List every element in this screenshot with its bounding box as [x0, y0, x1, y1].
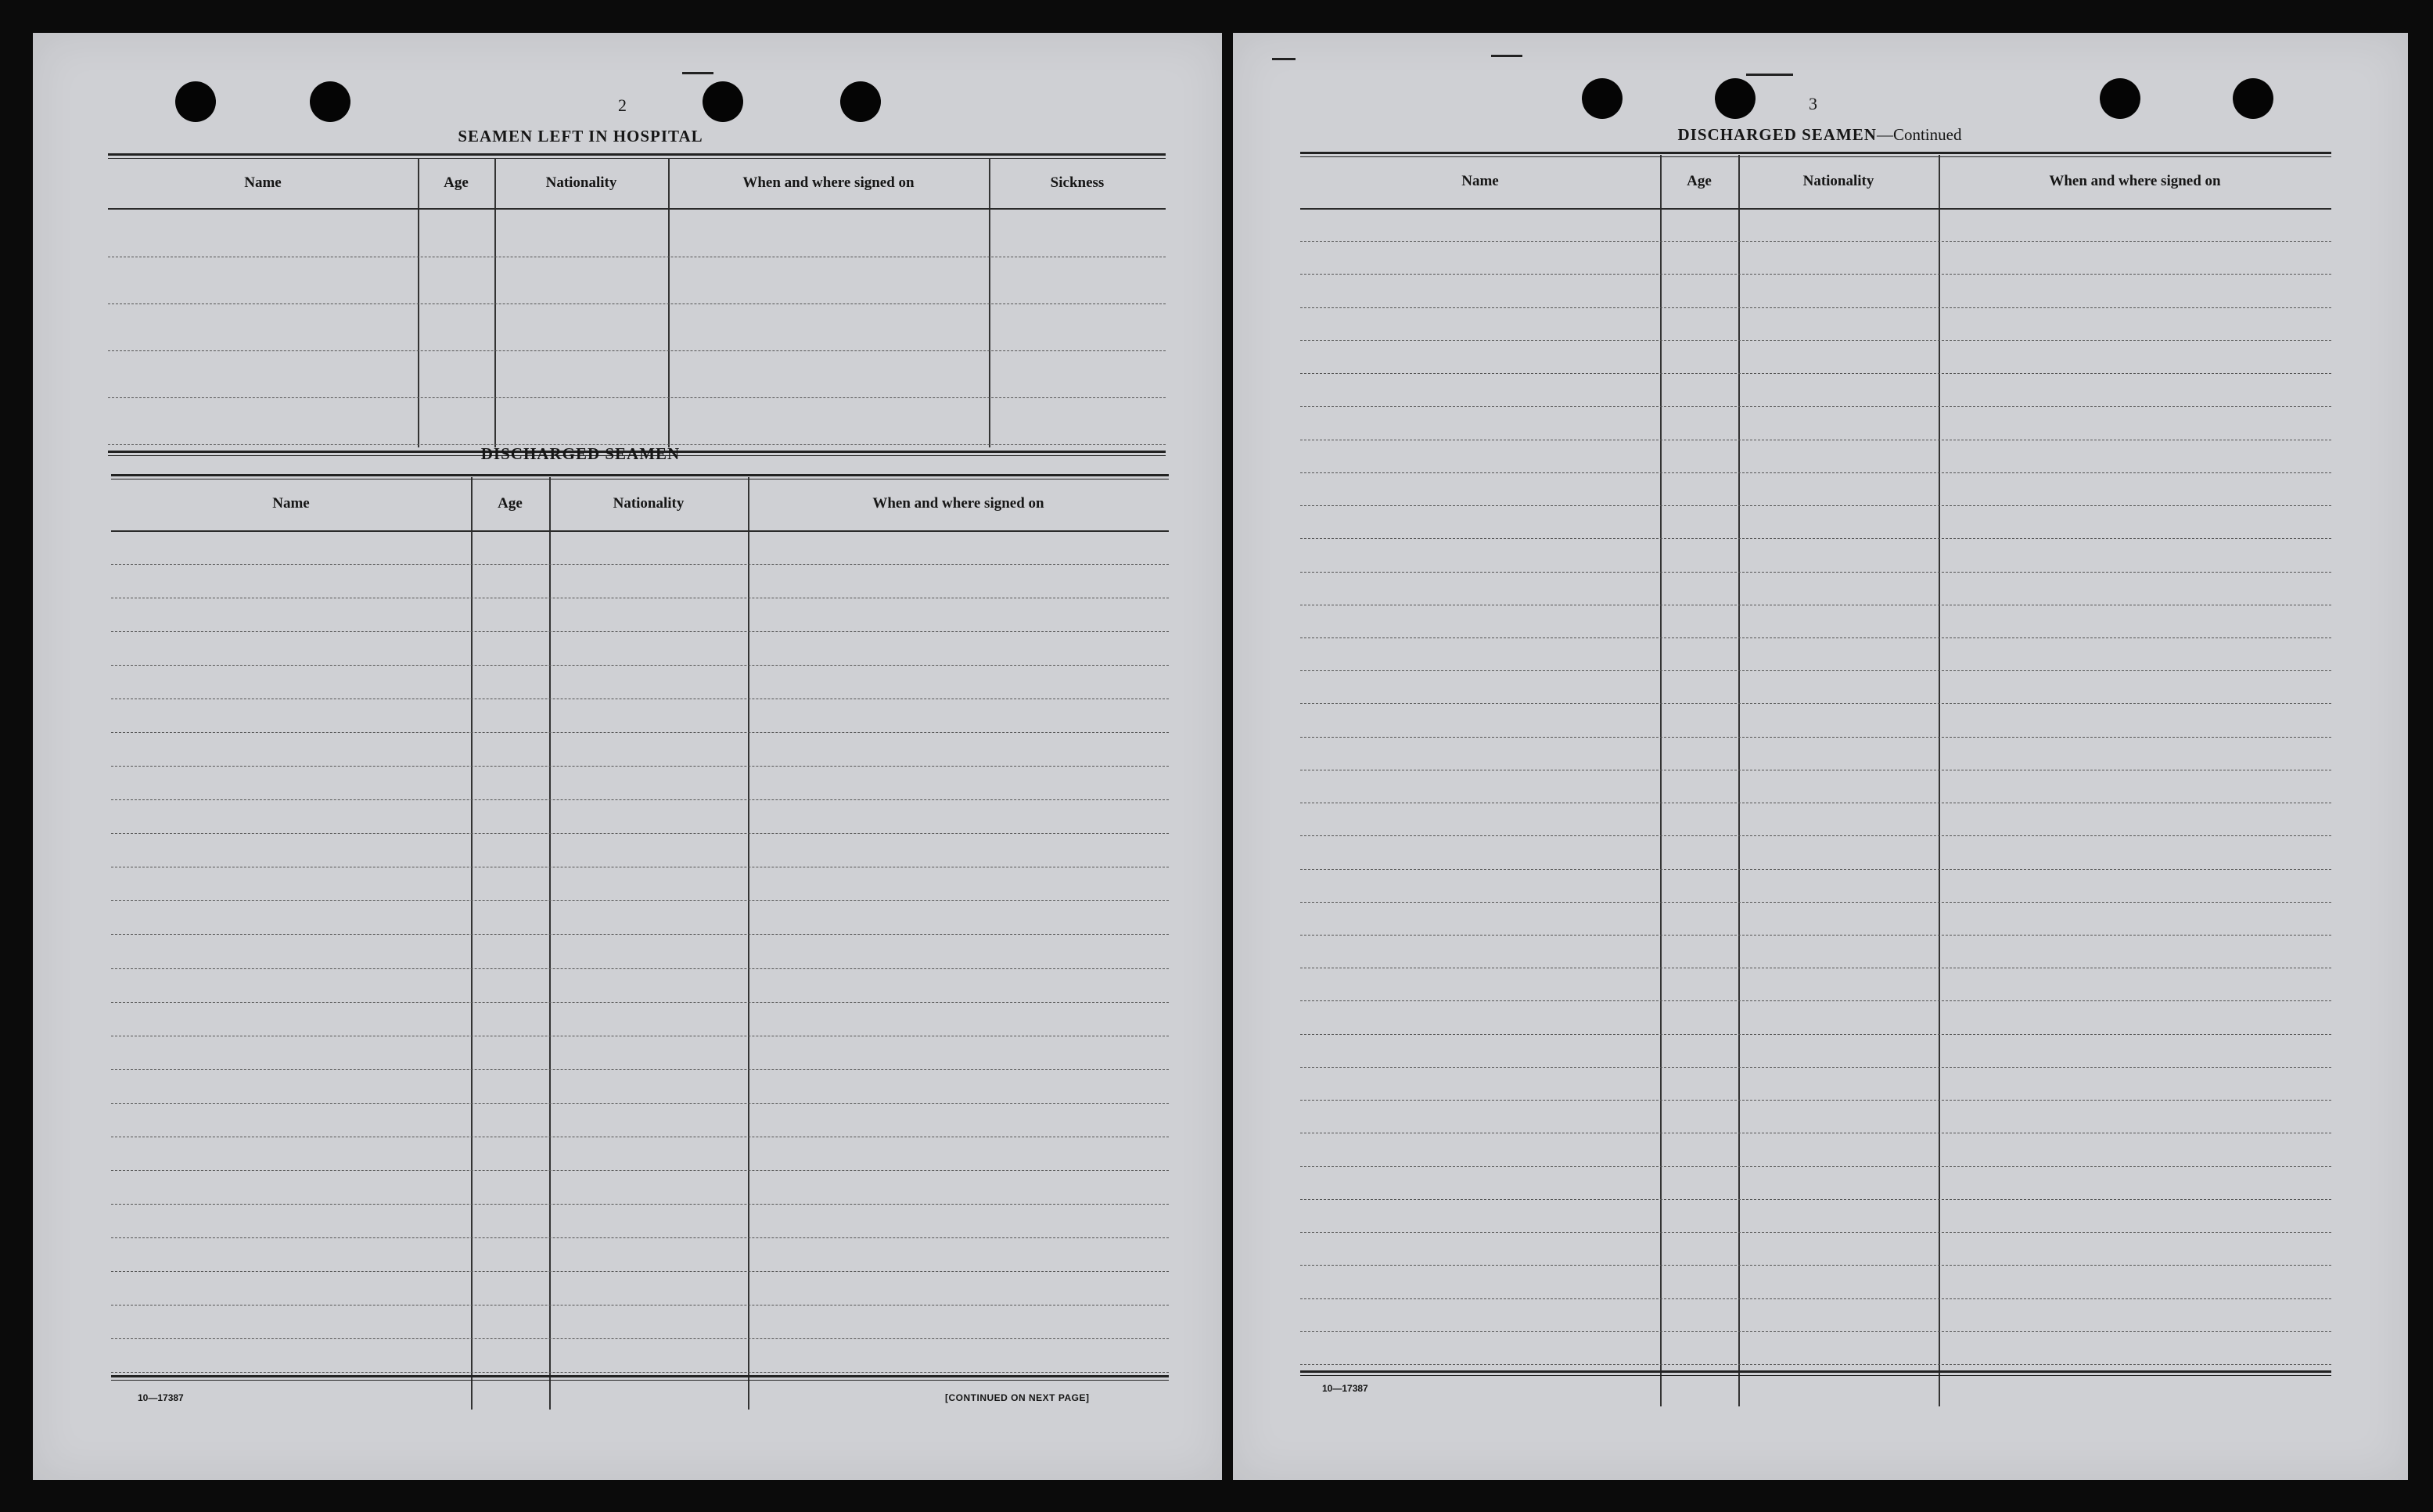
hospital-table [108, 163, 1166, 452]
col-header-age: Age [1687, 173, 1712, 189]
page-number: 3 [1809, 94, 1817, 113]
binder-hole [2233, 78, 2273, 119]
binder-hole [840, 81, 881, 122]
right-page [1233, 33, 2408, 1480]
row-line [1300, 505, 2331, 506]
row-line [1300, 340, 2331, 341]
discharged-section-title: DISCHARGED SEAMEN [480, 444, 681, 463]
column-divider [1939, 155, 1940, 1406]
row-line [1300, 703, 2331, 704]
discharged-bottom-rule [111, 1375, 1169, 1381]
row-line [1300, 1298, 2331, 1299]
row-line [1300, 935, 2331, 936]
row-line [1300, 1000, 2331, 1001]
row-line [1300, 274, 2331, 275]
column-divider [549, 477, 551, 1410]
col-header-nationality: Nationality [1802, 173, 1874, 189]
row-line [1300, 1034, 2331, 1035]
row-line [111, 1170, 1169, 1171]
row-line [1300, 737, 2331, 738]
row-line [111, 1271, 1169, 1272]
discharged-top-rule [111, 474, 1169, 479]
row-line [111, 799, 1169, 800]
row-line [111, 1338, 1169, 1339]
row-line [111, 968, 1169, 969]
form-code: 10—17387 [1322, 1383, 1368, 1394]
row-line [111, 1237, 1169, 1238]
col-header-signed-on: When and where signed on [2049, 173, 2221, 189]
discharged-table [111, 482, 1169, 1410]
row-line [111, 934, 1169, 935]
row-line [1300, 1265, 2331, 1266]
continued-bottom-rule [1300, 1370, 2331, 1376]
row-line [1300, 1166, 2331, 1167]
row-line [1300, 373, 2331, 374]
row-line [1300, 835, 2331, 836]
binder-hole [175, 81, 216, 122]
print-speck [1491, 55, 1522, 57]
row-line [108, 303, 1166, 304]
continued-note: [CONTINUED ON NEXT PAGE] [945, 1392, 1090, 1403]
print-speck [1746, 74, 1793, 76]
row-line [1300, 1100, 2331, 1101]
col-header-age: Age [444, 174, 469, 191]
row-line [111, 1372, 1169, 1373]
row-line [108, 350, 1166, 351]
row-line [1300, 572, 2331, 573]
form-code: 10—17387 [138, 1392, 184, 1403]
discharged-continued-title [1507, 125, 2133, 145]
title-continued: —Continued [1876, 125, 1962, 144]
continued-table [1300, 160, 2331, 1406]
col-header-age: Age [498, 495, 523, 512]
col-header-nationality: Nationality [613, 495, 685, 512]
row-line [1300, 637, 2331, 638]
left-page [33, 33, 1222, 1480]
column-divider [748, 477, 749, 1410]
row-line [111, 1069, 1169, 1070]
row-line [1300, 1364, 2331, 1365]
row-line [111, 833, 1169, 834]
col-header-name: Name [244, 174, 282, 191]
row-line [1300, 869, 2331, 870]
row-line [1300, 307, 2331, 308]
column-divider [494, 158, 496, 447]
row-line [1300, 406, 2331, 407]
binder-hole [1715, 78, 1756, 119]
col-header-signed-on: When and where signed on [872, 495, 1044, 512]
print-speck [682, 72, 713, 74]
column-divider [1660, 155, 1662, 1406]
continued-top-rule [1300, 152, 2331, 157]
row-line [111, 766, 1169, 767]
print-speck [1272, 58, 1296, 60]
row-line [111, 564, 1169, 565]
column-divider [418, 158, 419, 447]
row-line [1300, 1232, 2331, 1233]
row-line [1300, 1067, 2331, 1068]
row-line [111, 1002, 1169, 1003]
column-divider [471, 477, 473, 1410]
column-divider [989, 158, 990, 447]
header-underline [108, 208, 1166, 210]
row-line [1300, 1199, 2331, 1200]
row-line [1300, 241, 2331, 242]
row-line [111, 631, 1169, 632]
row-line [1300, 472, 2331, 473]
hospital-top-rule [108, 153, 1166, 159]
col-header-name: Name [272, 495, 310, 512]
column-divider [668, 158, 670, 447]
column-divider [1738, 155, 1740, 1406]
row-line [1300, 1331, 2331, 1332]
header-underline [1300, 208, 2331, 210]
hospital-section-title: SEAMEN LEFT IN HOSPITAL [458, 127, 703, 145]
row-line [111, 900, 1169, 901]
row-line [111, 1204, 1169, 1205]
header-underline [111, 530, 1169, 532]
row-line [1300, 538, 2331, 539]
binder-hole [1582, 78, 1623, 119]
row-line [1300, 902, 2331, 903]
row-line [111, 665, 1169, 666]
col-header-nationality: Nationality [545, 174, 617, 191]
binder-hole [310, 81, 350, 122]
page-number: 2 [618, 95, 627, 115]
binder-hole [2100, 78, 2140, 119]
row-line [111, 1103, 1169, 1104]
col-header-sickness: Sickness [1050, 174, 1105, 191]
row-line [108, 397, 1166, 398]
binder-hole [703, 81, 743, 122]
row-line [1300, 670, 2331, 671]
col-header-name: Name [1461, 173, 1499, 189]
title-main: DISCHARGED SEAMEN [1677, 125, 1877, 144]
col-header-signed-on: When and where signed on [742, 174, 915, 191]
row-line [111, 732, 1169, 733]
